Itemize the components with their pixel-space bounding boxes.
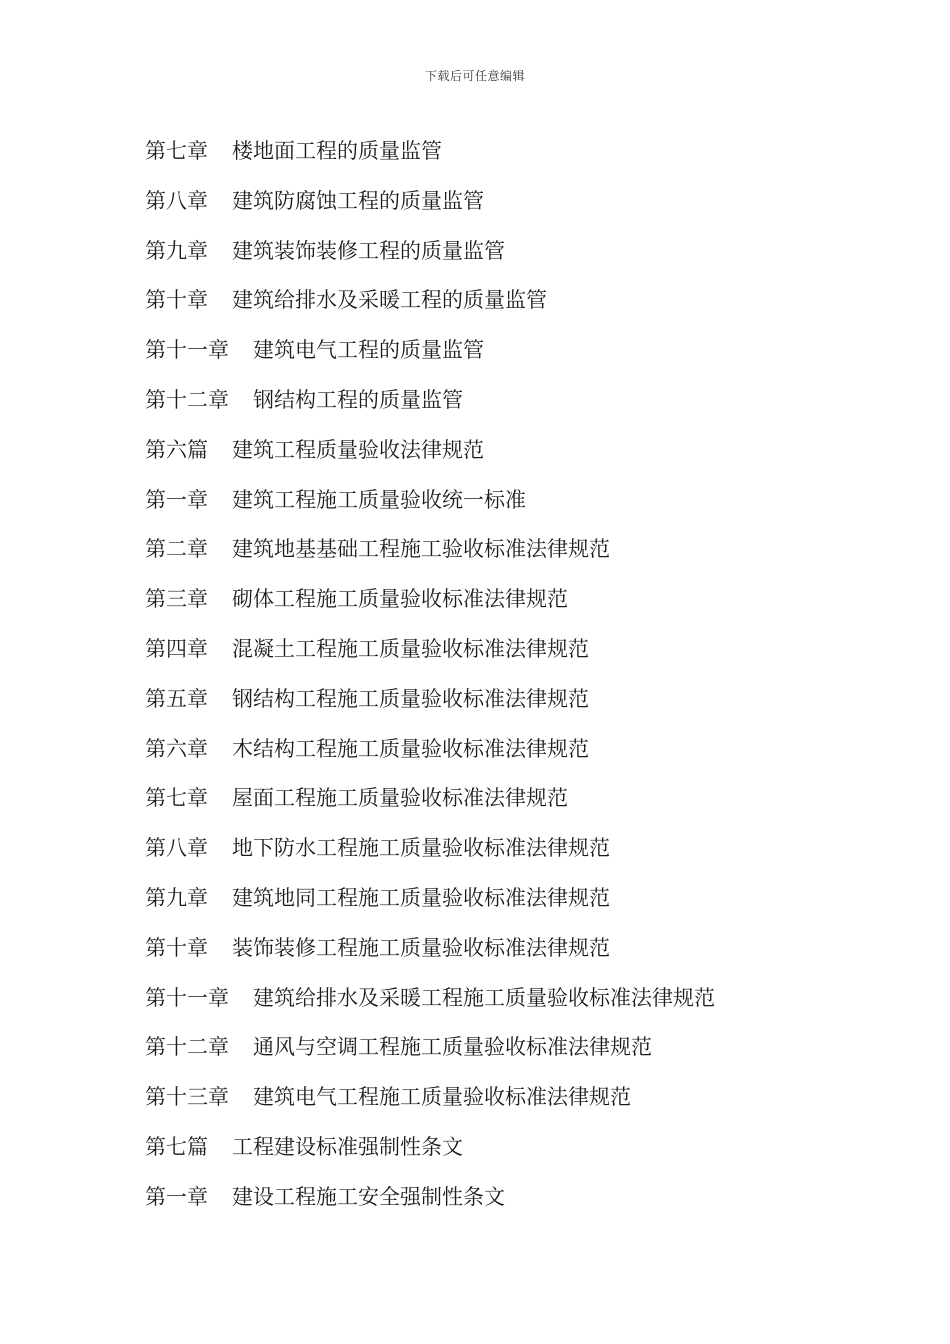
toc-entry-title: 屋面工程施工质量验收标准法律规范 [232, 786, 568, 811]
toc-entry-label: 第八章 [145, 836, 208, 861]
toc-entry-label: 第二章 [145, 537, 208, 562]
toc-entry [145, 883, 715, 933]
toc-entry-label: 第一章 [145, 487, 208, 512]
toc-entry [145, 385, 715, 435]
toc-entry-title: 建筑工程质量验收法律规范 [232, 437, 484, 462]
toc-entry-label: 第十一章 [145, 338, 229, 363]
toc-entry-title: 建筑装饰装修工程的质量监管 [232, 238, 505, 263]
toc-entry [145, 1082, 715, 1132]
toc-entry-title: 建筑电气工程施工质量验收标准法律规范 [253, 1085, 631, 1110]
toc-entry-title: 建筑给排水及采暖工程施工质量验收标准法律规范 [253, 985, 715, 1010]
toc-entry-label: 第十章 [145, 935, 208, 960]
toc-entry-title: 建筑给排水及采暖工程的质量监管 [232, 288, 547, 313]
toc-entry-title: 木结构工程施工质量验收标准法律规范 [232, 736, 589, 761]
toc-entry-label: 第五章 [145, 686, 208, 711]
toc-entry-title: 建筑防腐蚀工程的质量监管 [232, 188, 484, 213]
toc-entry-label: 第十章 [145, 288, 208, 313]
toc-entry-title: 建筑地基基础工程施工验收标准法律规范 [232, 537, 610, 562]
toc-entry-title: 砌体工程施工质量验收标准法律规范 [232, 587, 568, 612]
toc-entry-title: 工程建设标准强制性条文 [232, 1134, 463, 1159]
toc-entry [145, 584, 715, 634]
toc-entry [145, 634, 715, 684]
toc-entry-title: 钢结构工程的质量监管 [253, 387, 463, 412]
toc-entry-title: 钢结构工程施工质量验收标准法律规范 [232, 686, 589, 711]
toc-entry [145, 684, 715, 734]
toc-entry [145, 136, 715, 186]
toc-entry-title: 混凝土工程施工质量验收标准法律规范 [232, 636, 589, 661]
toc-entry-title: 通风与空调工程施工质量验收标准法律规范 [253, 1035, 652, 1060]
toc-entry [145, 1182, 715, 1232]
toc-entry-label: 第九章 [145, 238, 208, 263]
toc-entry [145, 236, 715, 286]
toc-entry [145, 734, 715, 784]
toc-entry-title: 地下防水工程施工质量验收标准法律规范 [232, 836, 610, 861]
toc-entry-title: 建筑地同工程施工质量验收标准法律规范 [232, 885, 610, 910]
toc-entry-label: 第八章 [145, 188, 208, 213]
toc-entry-label: 第九章 [145, 885, 208, 910]
toc-entry [145, 1032, 715, 1082]
toc-entry-label: 第十一章 [145, 985, 229, 1010]
toc-entry [145, 783, 715, 833]
page-header: 下载后可任意编辑 [424, 69, 525, 83]
toc-entry [145, 933, 715, 983]
toc-entry-label: 第七章 [145, 786, 208, 811]
toc-entry [145, 485, 715, 535]
toc-entry-label: 第七章 [145, 139, 208, 163]
toc-entry-title: 装饰装修工程施工质量验收标准法律规范 [232, 935, 610, 960]
table-of-contents [145, 136, 715, 1232]
toc-part-entry [145, 1132, 715, 1182]
toc-entry-label: 第十二章 [145, 1035, 229, 1060]
toc-entry-label: 第十二章 [145, 387, 229, 412]
toc-entry-label: 第四章 [145, 636, 208, 661]
toc-entry [145, 983, 715, 1033]
toc-entry [145, 833, 715, 883]
toc-entry-title: 建筑电气工程的质量监管 [253, 338, 484, 363]
toc-entry [145, 186, 715, 236]
toc-entry [145, 534, 715, 584]
toc-entry-label: 第一章 [145, 1184, 208, 1209]
toc-entry-label: 第六章 [145, 736, 208, 761]
toc-entry [145, 335, 715, 385]
toc-part-entry [145, 435, 715, 485]
toc-entry [145, 285, 715, 335]
toc-entry-label: 第七篇 [145, 1134, 208, 1159]
toc-entry-label: 第十三章 [145, 1085, 229, 1110]
toc-entry-title: 建筑工程施工质量验收统一标准 [232, 487, 526, 512]
toc-entry-label: 第三章 [145, 587, 208, 612]
toc-entry-label: 第六篇 [145, 437, 208, 462]
toc-entry-title: 建设工程施工安全强制性条文 [232, 1184, 505, 1209]
toc-entry-title: 楼地面工程的质量监管 [232, 139, 442, 163]
